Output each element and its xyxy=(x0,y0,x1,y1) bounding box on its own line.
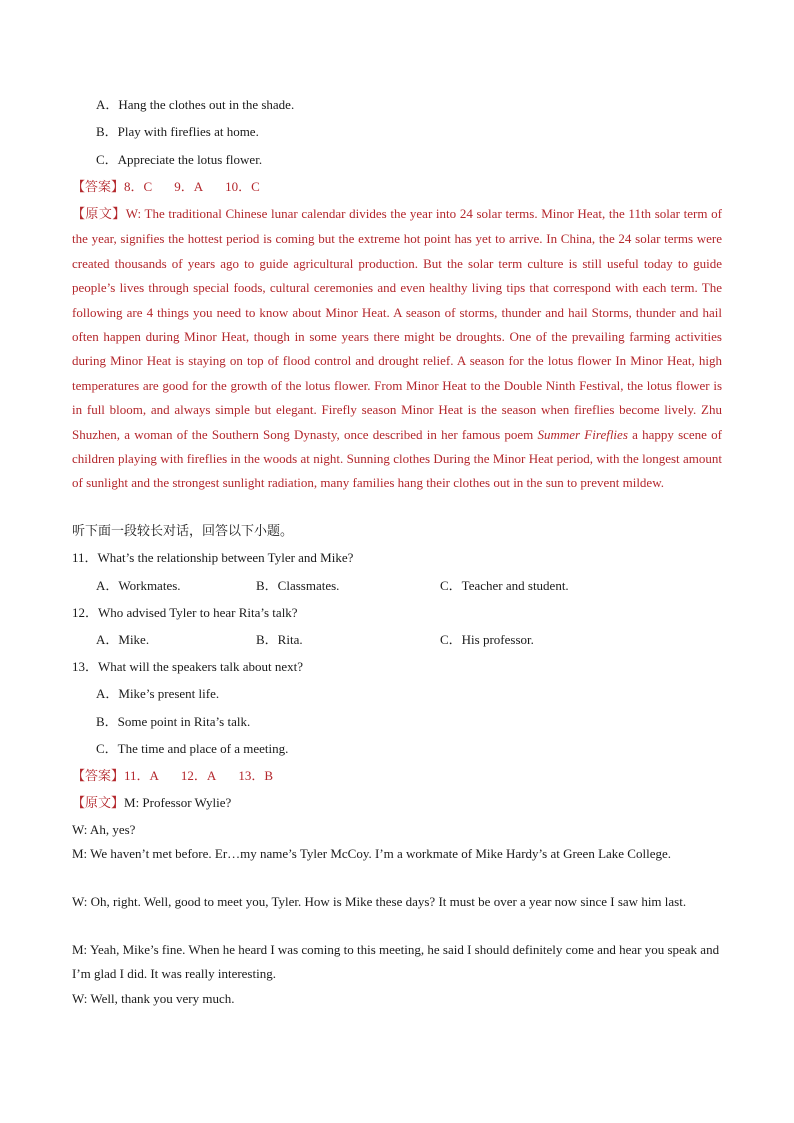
transcript-passage xyxy=(72,202,722,496)
q10-option-a: A．Hang the clothes out in the shade. xyxy=(96,97,295,112)
answer-13: 13．B xyxy=(238,768,273,783)
transcript-label: 【原文】 xyxy=(72,207,126,222)
q11-stem: 11．What’s the relationship between Tyler and Mike? xyxy=(72,550,354,565)
answer-row-1 xyxy=(72,179,260,196)
q11-option-c: C．Teacher and student. xyxy=(440,578,569,593)
answer-8: 8．C xyxy=(124,179,153,194)
dialogue-line-4: W: Oh, right. Well, good to meet you, Tyler. How is Mike these days? It must be over a year now since I saw him last. xyxy=(72,894,687,909)
q10-option-c: C．Appreciate the lotus flower. xyxy=(96,152,263,167)
q13-option-a: A．Mike’s present life. xyxy=(96,686,220,701)
q12-stem: 12．Who advised Tyler to hear Rita’s talk? xyxy=(72,605,298,620)
transcript-text-2: a happy scene of children playing with fireflies in the woods at night. Sunning clothes During the Minor Heat period, with the longest amount of sunlight and the strongest sunlight radiation, many families hang their clothes out in the sun to prevent mildew. xyxy=(72,426,722,491)
q12-option-c: C．His professor. xyxy=(440,632,534,647)
transcript-label: 【原文】 xyxy=(72,796,125,811)
dialogue-line-1 xyxy=(72,795,231,812)
dialogue-line-3: M: We haven’t met before. Er…my name’s Tyler McCoy. I’m a workmate of Mike Hardy’s at Green Lake College. xyxy=(72,846,671,861)
answer-12: 12．A xyxy=(180,768,217,783)
q13-stem: 13．What will the speakers talk about next? xyxy=(72,659,304,674)
dialogue-line-5: M: Yeah, Mike’s fine. When he heard I was coming to this meeting, he said I should definitely come and hear you speak and I’m glad I did. It was really interesting. xyxy=(72,942,720,981)
transcript-text-1: W: The traditional Chinese lunar calendar divides the year into 24 solar terms. Minor Heat, the 11th solar term of the year, signifies the hottest period is coming but the extreme hot point has yet to arrive. In China, the 24 solar terms were created thousands of years ago to guide agricultural production. But the solar term culture is still useful today to guide people’s lives through special foods, cultural ceremonies and even healthy living tips that correspond with each term. The following are 4 things you need to know about Minor Heat. A season of storms, thunder and hail Storms, thunder and hail often happen during Minor Heat, though in some years there might be droughts. One of the prevailing farming activities during Minor Heat is staying on top of flood control and drought relief. A season for the lotus flower In Minor Heat, high temperatures are good for the growth of the lotus flower. From Minor Heat to the Double Ninth Festival, the lotus flower is in full bloom, and always simple but elegant. Firefly season Minor Heat is the season when fireflies become lively. Zhu Shuzhen, a woman of the Southern Song Dynasty, once described in her famous poem xyxy=(72,206,722,442)
q11-option-b: B．Classmates. xyxy=(256,578,340,593)
answer-label: 【答案】 xyxy=(72,180,125,195)
q12-option-a: A．Mike. xyxy=(96,632,150,647)
dialogue-line-6: W: Well, thank you very much. xyxy=(72,991,235,1006)
poem-title: Summer Fireflies xyxy=(537,426,628,442)
dialogue-text: M: Professor Wylie? xyxy=(124,795,232,810)
q13-option-c: C．The time and place of a meeting. xyxy=(96,741,289,756)
answer-label: 【答案】 xyxy=(72,769,125,784)
answer-row-2 xyxy=(72,768,273,785)
q13-option-b: B．Some point in Rita’s talk. xyxy=(96,714,251,729)
q11-option-a: A．Workmates. xyxy=(96,578,181,593)
answer-10: 10．C xyxy=(225,179,260,194)
section-instruction: 听下面一段较长对话，回答以下小题。 xyxy=(72,524,294,539)
q12-option-b: B．Rita. xyxy=(256,632,303,647)
answer-11: 11．A xyxy=(124,768,159,783)
dialogue-line-2: W: Ah, yes? xyxy=(72,822,136,837)
answer-9: 9．A xyxy=(174,179,204,194)
q10-option-b: B．Play with fireflies at home. xyxy=(96,124,259,139)
